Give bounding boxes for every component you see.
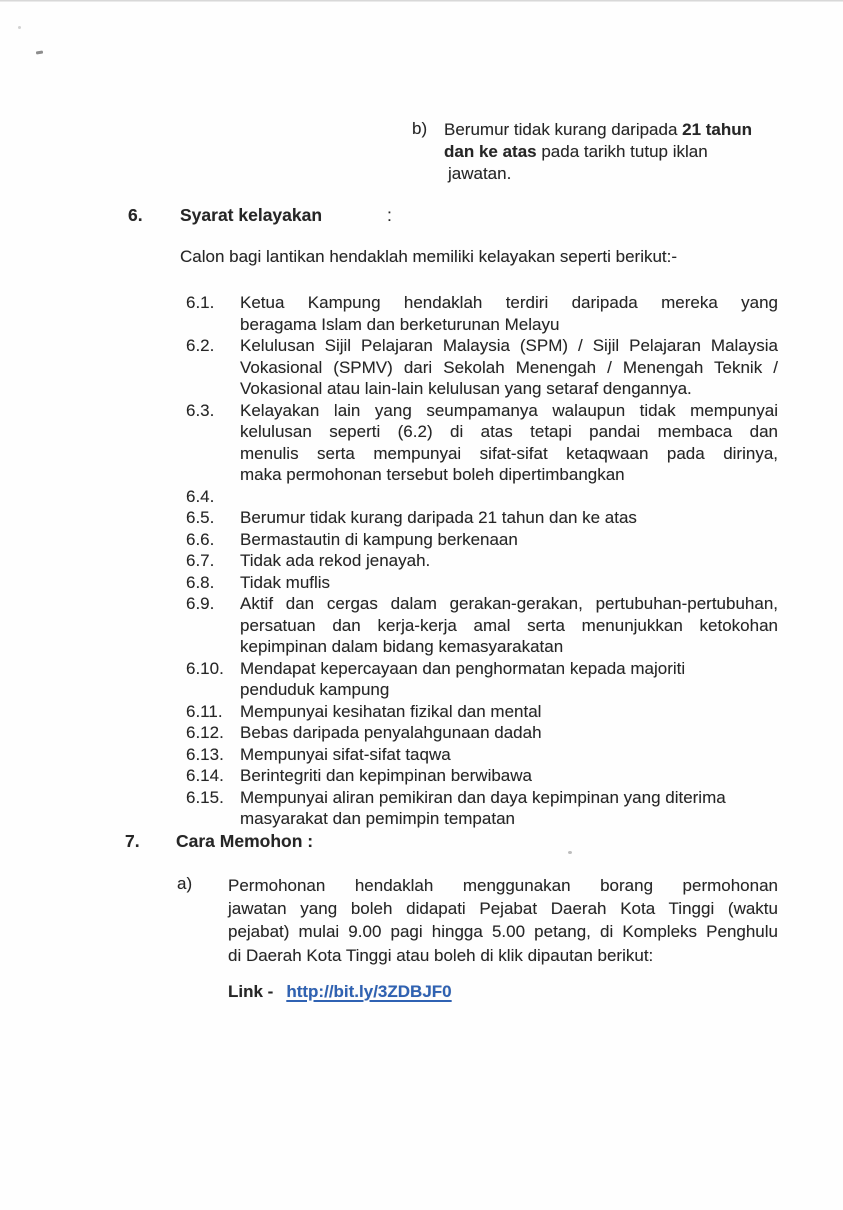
text-line: Tidak muflis xyxy=(240,572,331,592)
scan-top-edge xyxy=(0,0,843,2)
item-text xyxy=(240,593,778,658)
requirement-item xyxy=(186,486,778,508)
clause-b-line: jawatan. xyxy=(448,164,512,183)
clause-b-line1-normal: Berumur tidak kurang daripada xyxy=(444,120,683,139)
text-line: penduduk kampung xyxy=(240,680,390,699)
item-text xyxy=(240,658,778,701)
text-line: kelulusan seperti (6.2) di atas tetapi pandai membaca dan xyxy=(240,422,778,441)
section6-title: Syarat kelayakan xyxy=(180,205,323,225)
item-number: 6.9. xyxy=(186,594,215,613)
text-line: beragama Islam dan berketurunan Melayu xyxy=(240,314,560,334)
requirement-item xyxy=(186,529,778,551)
item-number: 6.1. xyxy=(186,293,215,312)
clause-a-text xyxy=(228,874,778,967)
item-number: 6.12. xyxy=(186,723,224,742)
item-text xyxy=(240,787,778,830)
scan-speck xyxy=(36,51,43,55)
text-line: Vokasional (SPMV) dari Sekolah Menengah / Menengah Teknik / xyxy=(240,357,778,377)
text-line: pejabat) mulai 9.00 pagi hingga 5.00 petang, di Kompleks Penghulu xyxy=(228,922,778,942)
item-text xyxy=(240,701,778,723)
item-text xyxy=(240,507,778,529)
item-number: 6.2. xyxy=(186,336,215,355)
item-text xyxy=(240,744,778,766)
item-text xyxy=(240,765,778,787)
text-line: Kelulusan Sijil Pelajaran Malaysia (SPM) / Sijil Pelajaran Malaysia xyxy=(240,336,778,355)
text-line: di Daerah Kota Tinggi atau boleh di klik dipautan berikut: xyxy=(228,945,654,965)
item-text xyxy=(240,722,778,744)
text-line: masyarakat dan pemimpin tempatan xyxy=(240,809,515,828)
item-text xyxy=(240,292,778,335)
text-line: Bermastautin di kampung berkenaan xyxy=(240,529,518,549)
requirement-item xyxy=(186,765,778,787)
text-line: Tidak ada rekod jenayah. xyxy=(240,551,431,570)
item-text xyxy=(240,486,778,508)
requirement-item xyxy=(186,593,778,658)
application-link-row xyxy=(228,982,452,1002)
section7-heading xyxy=(0,831,843,853)
item-number: 6.10. xyxy=(186,658,224,678)
clause-b-line2-bold: dan ke atas xyxy=(444,142,537,161)
text-line: maka permohonan tersebut boleh dipertimbangkan xyxy=(240,465,625,484)
clause-b-line xyxy=(444,119,782,141)
requirement-item xyxy=(186,550,778,572)
requirement-item xyxy=(186,658,778,701)
text-line: Mendapat kepercayaan dan penghormatan kepada majoriti xyxy=(240,658,686,678)
text-line: Vokasional atau lain-lain kelulusan yang setaraf dengannya. xyxy=(240,379,692,398)
text-line: jawatan yang boleh didapati Pejabat Daerah Kota Tinggi (waktu xyxy=(228,899,778,919)
text-line: Berumur tidak kurang daripada 21 tahun dan ke atas xyxy=(240,508,637,527)
item-number: 6.14. xyxy=(186,766,224,785)
text-line: menulis serta mempunyai sifat-sifat ketaqwaan pada dirinya, xyxy=(240,443,778,463)
clause-b-label: b) xyxy=(412,119,428,138)
scan-speck xyxy=(18,26,21,29)
item-text xyxy=(240,550,778,572)
item-text xyxy=(240,572,778,594)
requirements-list xyxy=(186,292,778,830)
text-line xyxy=(240,486,778,508)
requirement-item xyxy=(186,744,778,766)
item-text xyxy=(240,335,778,400)
text-line: Permohonan hendaklah menggunakan borang permohonan xyxy=(228,876,778,895)
item-text xyxy=(240,400,778,486)
clause-b-line2-normal: pada tarikh tutup iklan xyxy=(536,142,708,161)
section7-title: Cara Memohon : xyxy=(176,831,314,851)
text-line: Mempunyai kesihatan fizikal dan mental xyxy=(240,701,542,721)
text-line: Mempunyai sifat-sifat taqwa xyxy=(240,744,451,764)
requirement-item xyxy=(186,335,778,400)
section7-number: 7. xyxy=(125,831,140,851)
clause-b-text xyxy=(444,119,782,185)
text-line: Berintegriti dan kepimpinan berwibawa xyxy=(240,766,532,785)
clause-b-line xyxy=(444,141,782,163)
text-line: Mempunyai aliran pemikiran dan daya kepimpinan yang diterima xyxy=(240,787,726,807)
link-label: Link - xyxy=(228,982,274,1001)
section6-number: 6. xyxy=(128,205,143,225)
text-line: persatuan dan kerja-kerja amal serta menunjukkan ketokohan xyxy=(240,615,778,635)
item-number: 6.13. xyxy=(186,744,224,764)
requirement-item xyxy=(186,572,778,594)
section6-heading xyxy=(0,205,843,227)
section6-colon: : xyxy=(387,205,392,225)
requirement-item xyxy=(186,722,778,744)
item-text xyxy=(240,529,778,551)
bitly-application-link[interactable]: http://bit.ly/3ZDBJF0 xyxy=(286,982,452,1001)
text-line: Kelayakan lain yang seumpamanya walaupun tidak mempunyai xyxy=(240,400,778,420)
clause-a xyxy=(177,874,778,967)
requirement-item xyxy=(186,507,778,529)
text-line: Ketua Kampung hendaklah terdiri daripada mereka yang xyxy=(240,293,778,312)
item-number: 6.8. xyxy=(186,572,215,592)
clause-b xyxy=(412,119,782,185)
item-number: 6.6. xyxy=(186,529,215,549)
clause-b-line1-bold: 21 tahun xyxy=(682,120,753,139)
requirement-item xyxy=(186,787,778,830)
section6-intro: Calon bagi lantikan hendaklah memiliki kelayakan seperti berikut:- xyxy=(180,247,678,266)
item-number: 6.3. xyxy=(186,400,215,420)
requirement-item xyxy=(186,292,778,335)
clause-a-label: a) xyxy=(177,874,193,893)
requirement-item xyxy=(186,701,778,723)
text-line: Bebas daripada penyalahgunaan dadah xyxy=(240,723,542,742)
text-line: Aktif dan cergas dalam gerakan-gerakan, pertubuhan-pertubuhan, xyxy=(240,594,778,613)
item-number: 6.11. xyxy=(186,701,223,721)
item-number: 6.15. xyxy=(186,787,224,807)
item-number: 6.7. xyxy=(186,551,215,570)
requirement-item xyxy=(186,400,778,486)
item-number: 6.4. xyxy=(186,486,215,506)
item-number: 6.5. xyxy=(186,508,215,527)
text-line: kepimpinan dalam bidang kemasyarakatan xyxy=(240,637,564,656)
